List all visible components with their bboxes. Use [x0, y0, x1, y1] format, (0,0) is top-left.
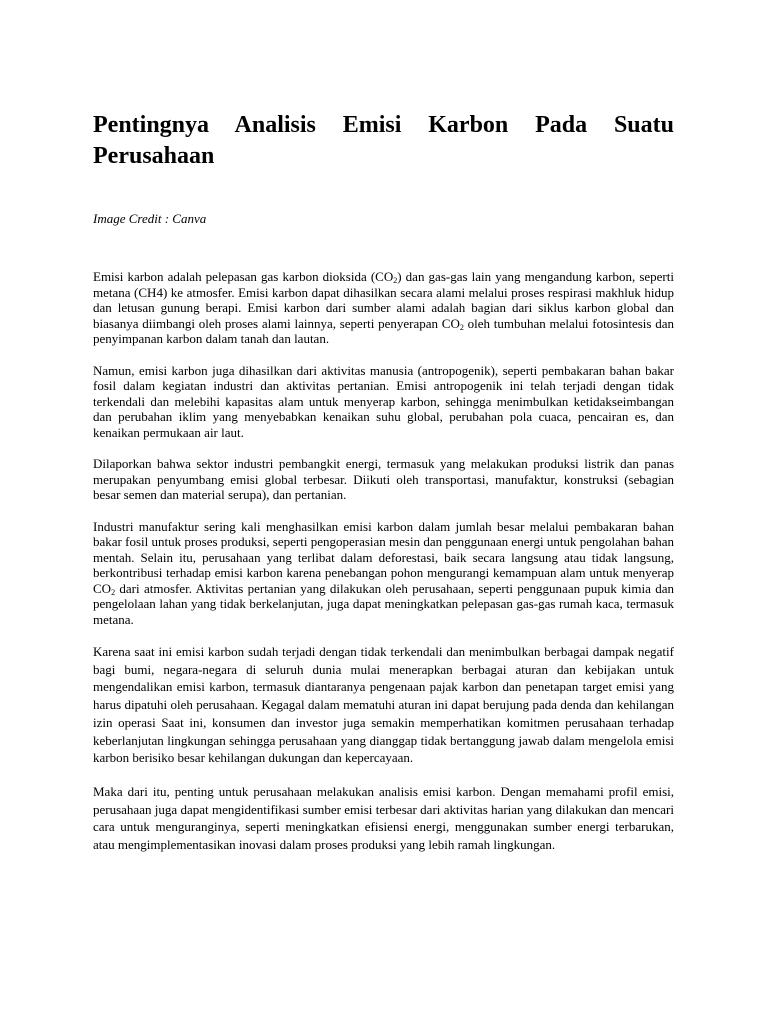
image-credit: Image Credit : Canva — [93, 211, 207, 226]
co2-subscript: 2 — [111, 587, 116, 597]
paragraph-1-text-c: oleh tumbuhan melalui fotosintesis dan penyimpanan karbon dalam tanah dan lautan. — [93, 315, 674, 346]
paragraph-1-text-a: Emisi karbon adalah pelepasan gas karbon dioksida ( — [93, 269, 376, 284]
co2-formula — [375, 269, 397, 284]
article-body — [93, 269, 674, 854]
paragraph-4 — [93, 519, 674, 628]
paragraph-2: Namun, emisi karbon juga dihasilkan dari aktivitas manusia (antropogenik), seperti pembakaran bahan bakar fosil dalam kegiatan industri dan aktivitas pertanian. Emisi antropogenik ini telah terjadi dengan tidak terkendali dan melebihi kapasitas alam untuk menyerap karbon, sehingga menimbulkan ketidakseimbangan dan perubahan iklim yang menyebabkan kenaikan suhu global, perubahan pola cuaca, pencairan es, dan kenaikan permukaan air laut. — [93, 362, 674, 440]
paragraph-1-text-b: ) dan gas-gas lain yang mengandung karbon, seperti metana (CH4) ke atmosfer. Emisi karbon dapat dihasilkan secara alami melalui proses respirasi makhluk hidup dan letusan gunung berapi. Emisi karbon dari sumber alami adalah bagian dari siklus karbon global dan biasanya diimbangi oleh proses alami lainnya, seperti penyerapan — [93, 269, 674, 331]
co2-formula — [442, 316, 464, 331]
article-title: Pentingnya Analisis Emisi Karbon Pada Suatu Perusahaan — [93, 112, 674, 169]
co2-symbol: CO — [93, 580, 112, 596]
co2-symbol: CO — [375, 269, 394, 284]
paragraph-6: Maka dari itu, penting untuk perusahaan melakukan analisis emisi karbon. Dengan memahami profil emisi, perusahaan juga dapat mengidentifikasi sumber emisi terbesar dari aktivitas harian yang dilakukan dan mencari cara untuk menguranginya, seperti meningkatkan efisiensi energi, menggunakan sumber energi terbarukan, atau mengimplementasikan inovasi dalam proses produksi yang lebih ramah lingkungan. — [93, 783, 674, 853]
co2-subscript: 2 — [459, 322, 464, 332]
paragraph-5: Karena saat ini emisi karbon sudah terjadi dengan tidak terkendali dan menimbulkan berbagai dampak negatif bagi bumi, negara-negara di seluruh dunia mulai menerapkan berbagai aturan dan kebijakan untuk mengendalikan emisi karbon, termasuk diantaranya pengenaan pajak karbon dan penetapan target emisi yang harus dipatuhi oleh perusahaan. Kegagal dalam mematuhi aturan ini dapat berujung pada denda dan kehilangan izin operasi Saat ini, konsumen dan investor juga semakin memperhatikan komitmen perusahaan terhadap keberlanjutan lingkungan sehingga perusahaan yang dianggap tidak bertanggung jawab dalam mengelola emisi karbon berisiko besar kehilangan dukungan dan kepercayaan. — [93, 644, 674, 766]
co2-formula — [93, 581, 115, 596]
document-page — [93, 110, 674, 870]
co2-symbol: CO — [441, 315, 460, 331]
paragraph-4-text-a: Industri manufaktur sering kali menghasilkan emisi karbon dalam jumlah besar melalui pembakaran bahan bakar fosil untuk proses produksi, seperti pengoperasian mesin dan penggunaan energi untuk pengolahan bahan mentah. Selain itu, perusahaan yang terlibat dalam deforestasi, baik secara langsung atau tidak langsung, berkontribusi terhadap emisi karbon karena penebangan pohon mengurangi kemampuan alam untuk menyerap — [93, 518, 674, 580]
paragraph-1 — [93, 269, 674, 347]
paragraph-3: Dilaporkan bahwa sektor industri pembangkit energi, termasuk yang melakukan produksi listrik dan panas merupakan penyumbang emisi global terbesar. Diikuti oleh transportasi, manufaktur, konstruksi (sebagian besar semen dan material serupa), dan pertanian. — [93, 456, 674, 502]
paragraph-4-text-b: dari atmosfer. Aktivitas pertanian yang dilakukan oleh perusahaan, seperti penggunaan pupuk kimia dan pengelolaan lahan yang tidak berkelanjutan, juga dapat meningkatkan pelepasan gas-gas rumah kaca, termasuk metana. — [93, 580, 674, 627]
co2-subscript: 2 — [393, 276, 398, 285]
